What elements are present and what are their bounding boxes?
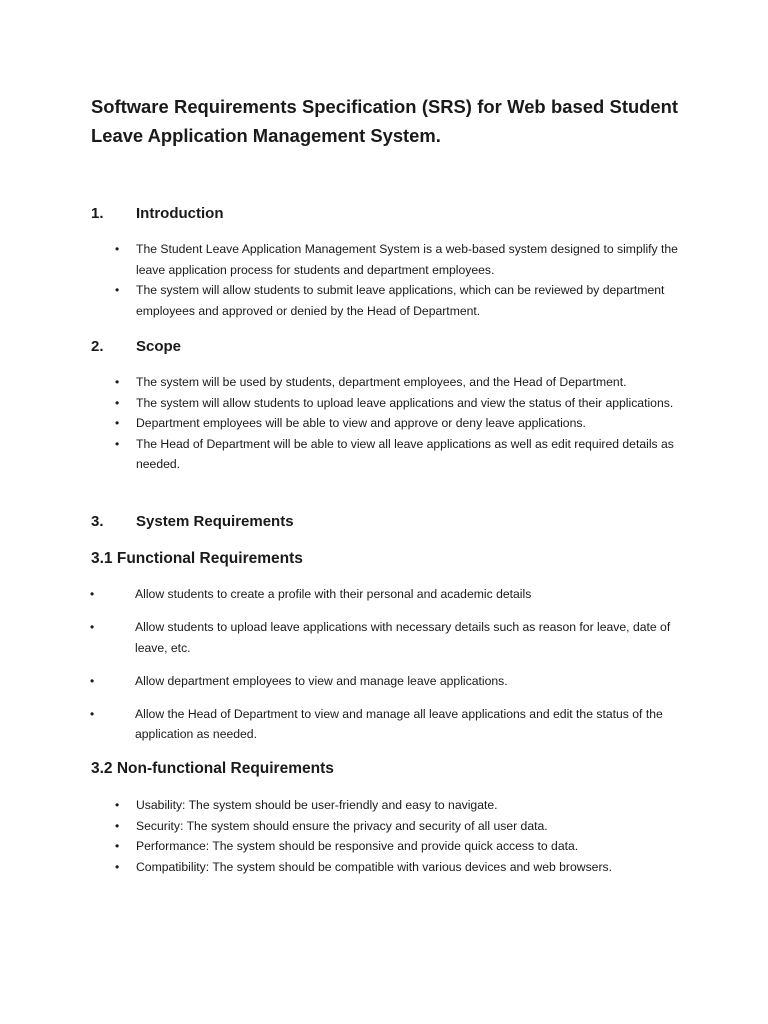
bullet-icon: • [90, 673, 95, 688]
list-item: • Allow the Head of Department to view and manage all leave applications and edit the status of the application as needed. [90, 704, 690, 745]
section-number: 3. [91, 513, 104, 530]
bullet-icon: • [115, 375, 120, 389]
bullet-icon: • [90, 706, 95, 721]
list-item: • The Head of Department will be able to view all leave applications as well as edit required details as needed. [115, 434, 695, 475]
bullet-icon: • [115, 395, 120, 410]
list-item: • Performance: The system should be responsive and provide quick access to data. [115, 836, 695, 857]
bullet-icon: • [115, 818, 120, 833]
list-item: • Department employees will be able to view and approve or deny leave applications. [115, 413, 695, 434]
bullet-icon: • [115, 839, 120, 853]
section-number: 2. [91, 338, 104, 355]
document-title: Software Requirements Specification (SRS) for Web based Student Leave Application Management System. [91, 96, 678, 146]
bullet-icon: • [115, 416, 120, 430]
section-heading-scope [91, 337, 181, 357]
list-item: • Allow students to upload leave applications with necessary details such as reason for leave, date of leave, etc. [90, 617, 690, 658]
list-item: • The Student Leave Application Management System is a web-based system designed to simplify the leave application process for students and department employees. [115, 239, 695, 280]
list-item: • Allow students to create a profile with their personal and academic details [90, 584, 690, 605]
introduction-list [115, 239, 695, 321]
section-heading-introduction [91, 204, 223, 224]
bullet-icon: • [115, 283, 120, 297]
bullet-icon: • [115, 859, 120, 874]
list-item: • Security: The system should ensure the privacy and security of all user data. [115, 816, 695, 837]
section-title: Introduction [136, 205, 224, 222]
nonfunctional-requirements-list [115, 795, 695, 877]
scope-list [115, 372, 695, 475]
subsection-heading-functional: 3.1 Functional Requirements [91, 550, 303, 567]
bullet-icon: • [115, 242, 120, 256]
subsection-heading-nonfunctional: 3.2 Non-functional Requirements [91, 760, 334, 777]
section-title: System Requirements [136, 513, 294, 530]
list-item: • Compatibility: The system should be compatible with various devices and web browsers. [115, 857, 695, 878]
bullet-icon: • [115, 436, 120, 451]
list-item: • Usability: The system should be user-friendly and easy to navigate. [115, 795, 695, 816]
section-number: 1. [91, 205, 104, 222]
list-item: • The system will allow students to upload leave applications and view the status of their applications. [115, 393, 695, 414]
functional-requirements-list [90, 584, 690, 757]
bullet-icon: • [115, 798, 120, 812]
bullet-icon: • [90, 620, 95, 634]
list-item: • Allow department employees to view and manage leave applications. [90, 671, 690, 692]
section-heading-system-requirements [91, 512, 294, 532]
list-item: • The system will be used by students, department employees, and the Head of Department. [115, 372, 695, 393]
bullet-icon: • [90, 587, 95, 601]
list-item: • The system will allow students to submit leave applications, which can be reviewed by department employees and approved or denied by the Head of Department. [115, 280, 695, 321]
section-title: Scope [136, 338, 182, 355]
